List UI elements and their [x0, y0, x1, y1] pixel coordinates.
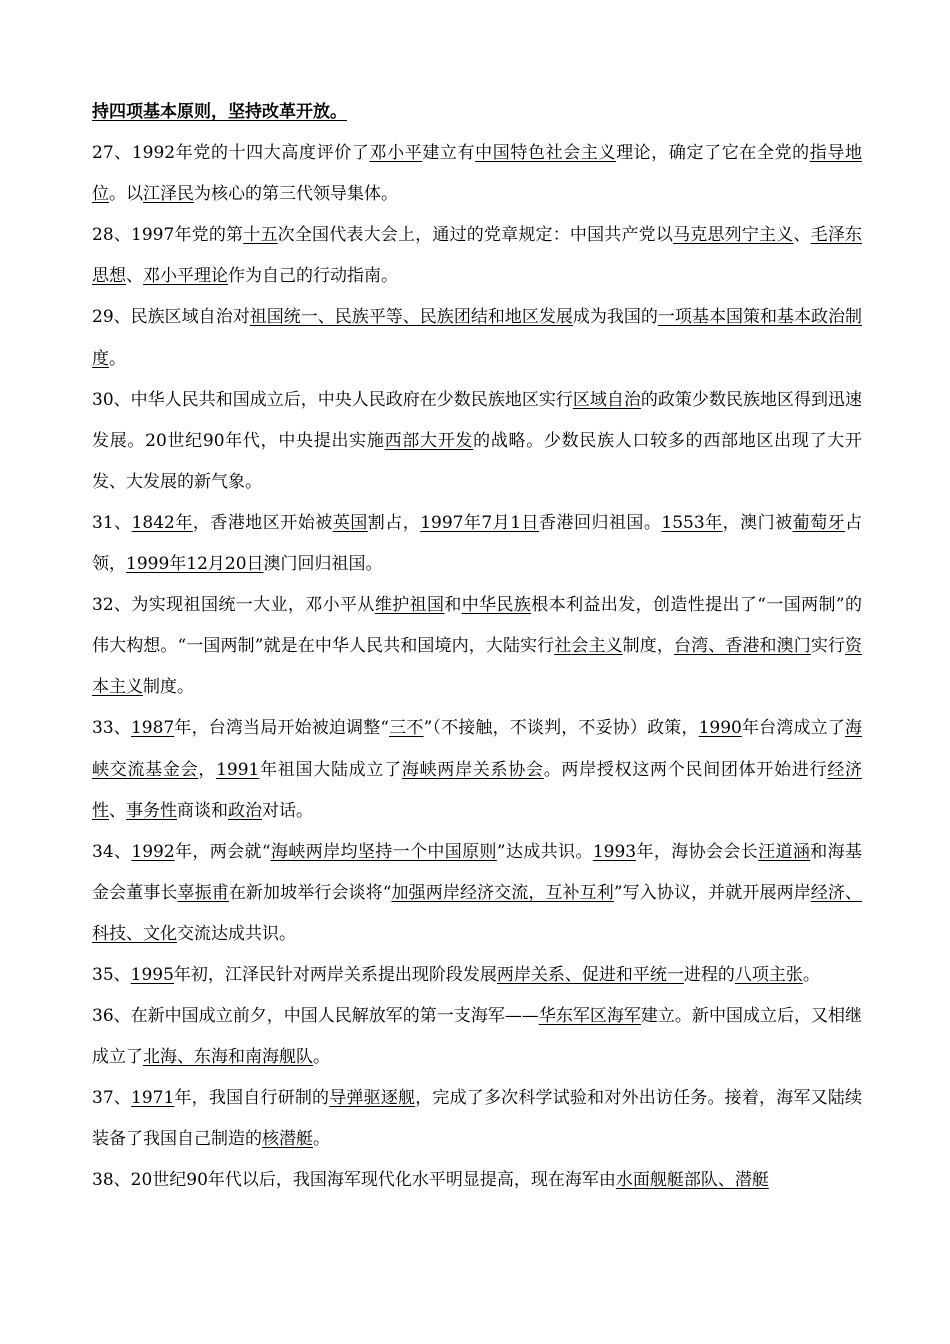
underlined-text: 加强两岸经济交流，互补互利 [391, 882, 614, 903]
paragraph [92, 585, 862, 708]
text-run: 对话。 [262, 800, 313, 821]
text-run: 年台湾成立了 [741, 718, 845, 739]
text-run: 。 [313, 1129, 330, 1150]
text-run: 、 [109, 800, 126, 821]
paragraph [92, 380, 862, 503]
underlined-text: 政治 [228, 800, 262, 821]
text-run: 年，我国自行研制的 [174, 1088, 330, 1109]
text-run: 为核心的第三代领导集体。 [194, 184, 398, 205]
text-run: 和海基金会董事长 [92, 841, 863, 903]
text-run: ，香港地区开始被 [192, 512, 333, 533]
text-run: 年，台湾当局开始被迫调整“ [174, 718, 390, 739]
underlined-text: 英国 [332, 512, 368, 533]
underlined-text: 1987 [130, 718, 175, 739]
text-run: 理论，确定了它在全党的 [616, 143, 810, 164]
text-run: ”（不接触，不谈判，不妥协）政策， [423, 718, 699, 739]
text-run: 制度， [622, 636, 674, 657]
underlined-text: 核潜艇 [262, 1129, 313, 1150]
text-run: 成为我国的 [572, 307, 658, 328]
text-run: 31、 [92, 512, 132, 533]
underlined-text: 台湾、香港和澳门 [673, 636, 811, 657]
paragraph [92, 133, 862, 215]
text-run: 建立。新中国成立后，又相继成立了 [92, 1006, 863, 1068]
underlined-text: 海峡两岸关系协会 [401, 759, 544, 780]
underlined-text: 江泽民 [143, 184, 194, 205]
text-run: 33、 [92, 718, 131, 739]
underlined-text: 1971 [131, 1088, 175, 1109]
text-run: 实行 [810, 636, 846, 657]
paragraph [92, 92, 862, 133]
text-run: 年，两会就“ [174, 841, 271, 862]
underlined-text: 西部大开发 [384, 430, 474, 451]
text-run: 28、1997年党的第 [92, 225, 244, 246]
text-run: 29、民族区域自治对 [92, 307, 250, 328]
text-run: 根本利益出发，创造性提出了“一国两制”的伟大构想。“一国两制”就是在中华人民共和国境内，大陆实行 [92, 595, 863, 657]
underlined-text: 1990 [698, 718, 742, 739]
underlined-text: 祖国统一、民族平等、民族团结和地区发展 [249, 307, 573, 328]
text-run: 32、为实现祖国统一大业，邓小平从 [92, 595, 375, 616]
underlined-text: 社会主义 [554, 636, 623, 657]
text-run: 37、 [92, 1088, 132, 1109]
text-run: 36、在新中国成立前夕，中国人民解放军的第一支海军—— [92, 1006, 539, 1027]
text-run: 的政策少数民族地区得到迅速发展。20世纪90年代，中央提出实施 [92, 389, 863, 451]
underlined-text: 邓小平 [369, 143, 423, 164]
paragraph [92, 215, 862, 297]
text-run: 、 [126, 266, 143, 287]
text-run: 的战略。少数民族人口较多的西部地区出现了大开发、大发展的新气象。 [92, 430, 863, 492]
underlined-text: 持四项基本原则，坚持改革开放。 [92, 102, 347, 122]
underlined-text: 十五 [243, 225, 278, 246]
text-run: 次全国代表大会上，通过的党章规定：中国共产党以 [277, 225, 674, 246]
text-run: ”达成共识。 [496, 841, 593, 862]
underlined-text: 一项基本国策和基本政治制度 [92, 307, 863, 369]
underlined-text: 毛泽东思想 [92, 225, 863, 287]
text-run: 制度。 [143, 677, 194, 698]
text-run: 占领， [92, 512, 863, 575]
text-run: 。 [802, 964, 820, 985]
underlined-text: 三不 [389, 718, 424, 739]
text-run: 30、中华人民共和国成立后，中央人民政府在少数民族地区实行 [92, 389, 573, 410]
text-run: 38、20世纪90年代以后，我国海军现代化水平明显提高，现在海军由 [92, 1170, 616, 1191]
text-run: 商谈和 [177, 800, 228, 821]
underlined-text: 1842年 [131, 512, 193, 533]
underlined-text: 维护祖国 [374, 595, 445, 616]
paragraph [92, 1160, 862, 1201]
underlined-text: 1553年 [661, 512, 723, 533]
underlined-text: 指导地位 [92, 143, 863, 205]
underlined-text: 华东军区海军 [538, 1006, 641, 1027]
text-run: 年初，江泽民针对两岸关系提出现阶段发展 [173, 964, 497, 985]
underlined-text: 经济、科技、文化 [92, 882, 863, 944]
underlined-text: 中国特色社会主义 [475, 143, 617, 164]
paragraph [92, 1078, 862, 1160]
text-run: 进程的 [683, 964, 735, 985]
text-run: 建立有 [422, 143, 476, 164]
text-run: 35、 [92, 964, 131, 985]
text-run: 年祖国大陆成立了 [259, 759, 402, 780]
underlined-text: 中华民族 [461, 595, 532, 616]
text-run: 年，海协会会长 [636, 841, 759, 862]
underlined-text: 马克思列宁主义 [673, 225, 794, 246]
underlined-text: 邓小平理论 [143, 266, 228, 287]
underlined-text: 葡萄牙 [792, 512, 846, 533]
text-run: 交流达成共识。 [177, 923, 296, 944]
underlined-text: 辜振甫 [177, 882, 229, 903]
underlined-text: 事务性 [126, 800, 177, 821]
paragraph [92, 708, 862, 831]
document-page [92, 92, 862, 1202]
text-run: 。两岸授权这两个民间团体开始进行 [543, 759, 828, 780]
text-run: 割占， [367, 512, 421, 533]
text-run: 34、 [92, 841, 132, 862]
underlined-text: 资本主义 [92, 636, 863, 698]
paragraph [92, 996, 862, 1078]
paragraph [92, 297, 862, 379]
underlined-text: 海峡两岸均坚持一个中国原则 [270, 841, 497, 862]
paragraph [92, 503, 862, 585]
text-run: 作为自己的行动指南。 [228, 266, 398, 287]
text-run: ，澳门被 [722, 512, 793, 533]
underlined-text: 1999年12月20日 [126, 554, 264, 575]
underlined-text: 两岸关系、促进和平统一 [496, 964, 684, 985]
text-run: 在新加坡举行会谈将“ [228, 882, 392, 903]
text-run: 和 [444, 595, 462, 616]
underlined-text: 1993 [592, 841, 637, 862]
underlined-text: 1991 [216, 759, 260, 780]
underlined-text: 经济性 [92, 759, 863, 821]
underlined-text: 水面舰艇部队、潜艇 [615, 1170, 769, 1191]
text-run: 。 [109, 348, 126, 369]
underlined-text: 北海、东海和南海舰队 [143, 1047, 313, 1068]
underlined-text: 区域自治 [572, 389, 641, 410]
text-run: 澳门回归祖国。 [263, 554, 383, 575]
text-run: 、 [793, 225, 811, 246]
underlined-text: 汪道涵 [758, 841, 811, 862]
text-run: 。 [313, 1047, 330, 1068]
paragraph [92, 955, 862, 996]
underlined-text: 1995 [130, 964, 174, 985]
underlined-text: 1997年7月1日 [420, 512, 539, 533]
paragraph [92, 832, 862, 955]
underlined-text: 八项主张 [734, 964, 803, 985]
underlined-text: 1992 [131, 841, 175, 862]
text-run: 。以 [109, 184, 143, 205]
underlined-text: 海峡交流基金会 [92, 718, 862, 780]
text-run: 香港回归祖国。 [539, 512, 662, 533]
text-run: ”写入协议，并就开展两岸 [613, 882, 811, 903]
text-run: ，完成了多次科学试验和对外出访任务。接着，海军又陆续装备了我国自己制造的 [92, 1088, 863, 1150]
underlined-text: 导弹驱逐舰 [329, 1088, 416, 1109]
text-run: ， [198, 759, 217, 780]
text-run: 27、1992年党的十四大高度评价了 [92, 143, 370, 164]
